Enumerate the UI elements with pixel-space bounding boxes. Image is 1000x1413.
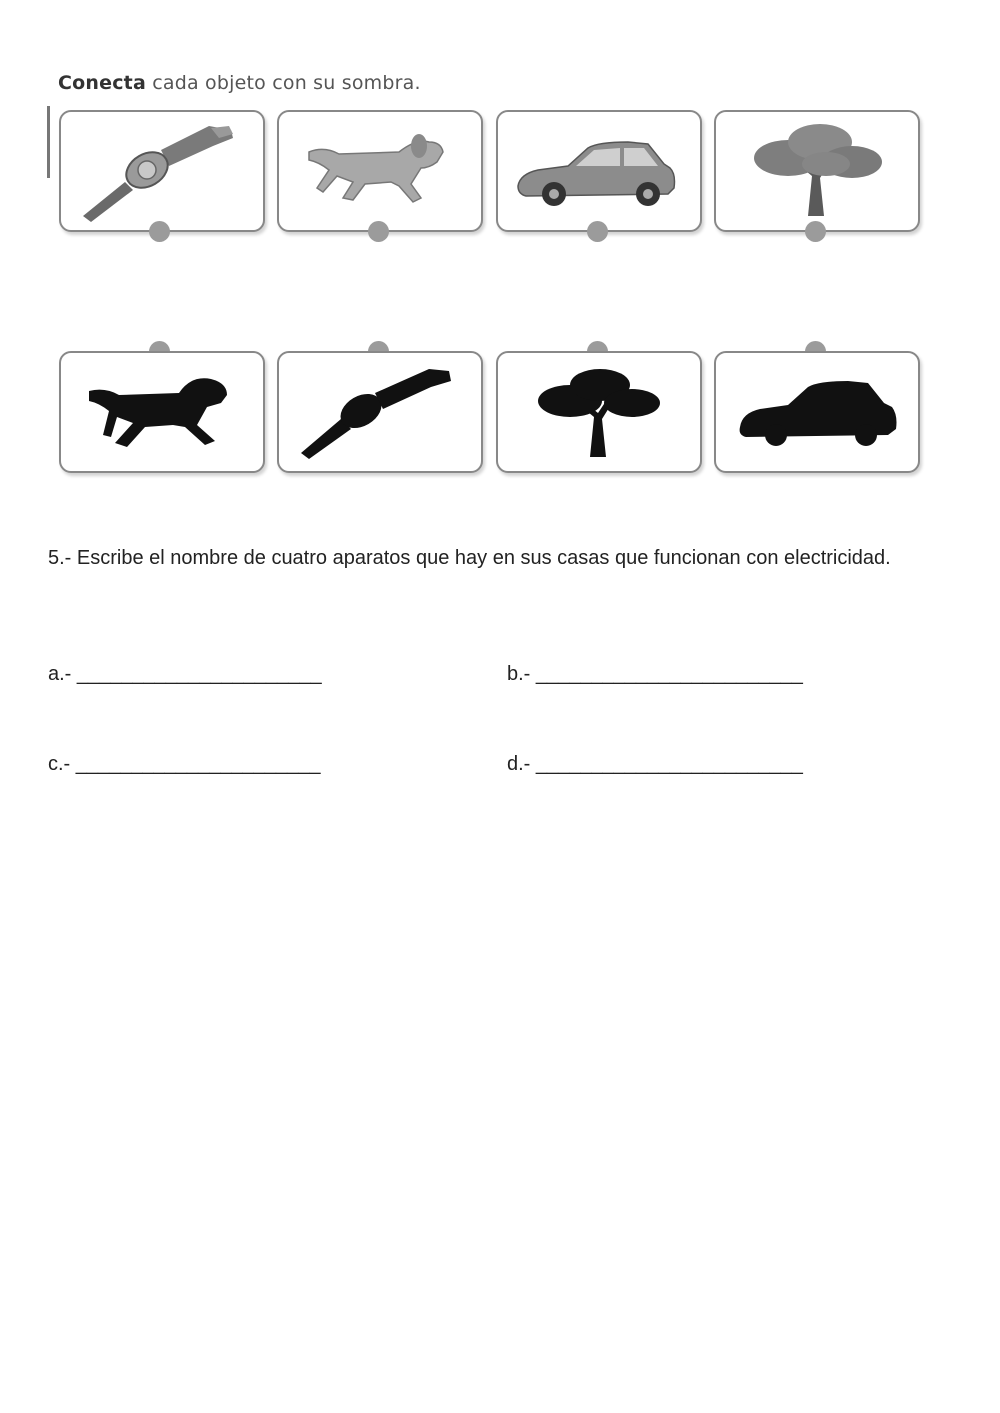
margin-mark <box>47 106 50 178</box>
connect-dot[interactable] <box>587 221 608 242</box>
answer-b[interactable]: b.- ________________________ <box>507 663 803 685</box>
card-car <box>496 110 702 232</box>
card-tree-shadow <box>496 351 702 473</box>
card-watch-shadow <box>277 351 483 473</box>
instruction <box>58 72 421 94</box>
card-tree <box>714 110 920 232</box>
card-watch <box>59 110 265 232</box>
answer-a[interactable]: a.- ______________________ <box>48 663 322 685</box>
answer-d[interactable]: d.- ________________________ <box>507 753 803 775</box>
instruction-bold: Conecta <box>58 72 146 94</box>
connect-dot[interactable] <box>149 221 170 242</box>
watch-silhouette-icon <box>279 353 481 471</box>
instruction-text: cada objeto con su sombra. <box>145 72 421 94</box>
card-dog <box>277 110 483 232</box>
connect-dot[interactable] <box>368 221 389 242</box>
dog-silhouette-icon <box>61 353 263 471</box>
answer-c[interactable]: c.- ______________________ <box>48 753 321 775</box>
card-dog-shadow <box>59 351 265 473</box>
card-car-shadow <box>714 351 920 473</box>
question-5: 5.- Escribe el nombre de cuatro aparatos que hay en sus casas que funcionan con electricidad. <box>48 547 891 569</box>
watch-icon <box>61 112 263 230</box>
tree-silhouette-icon <box>498 353 700 471</box>
tree-icon <box>716 112 918 230</box>
car-icon <box>498 112 700 230</box>
dog-icon <box>279 112 481 230</box>
car-silhouette-icon <box>716 353 918 471</box>
connect-dot[interactable] <box>805 221 826 242</box>
